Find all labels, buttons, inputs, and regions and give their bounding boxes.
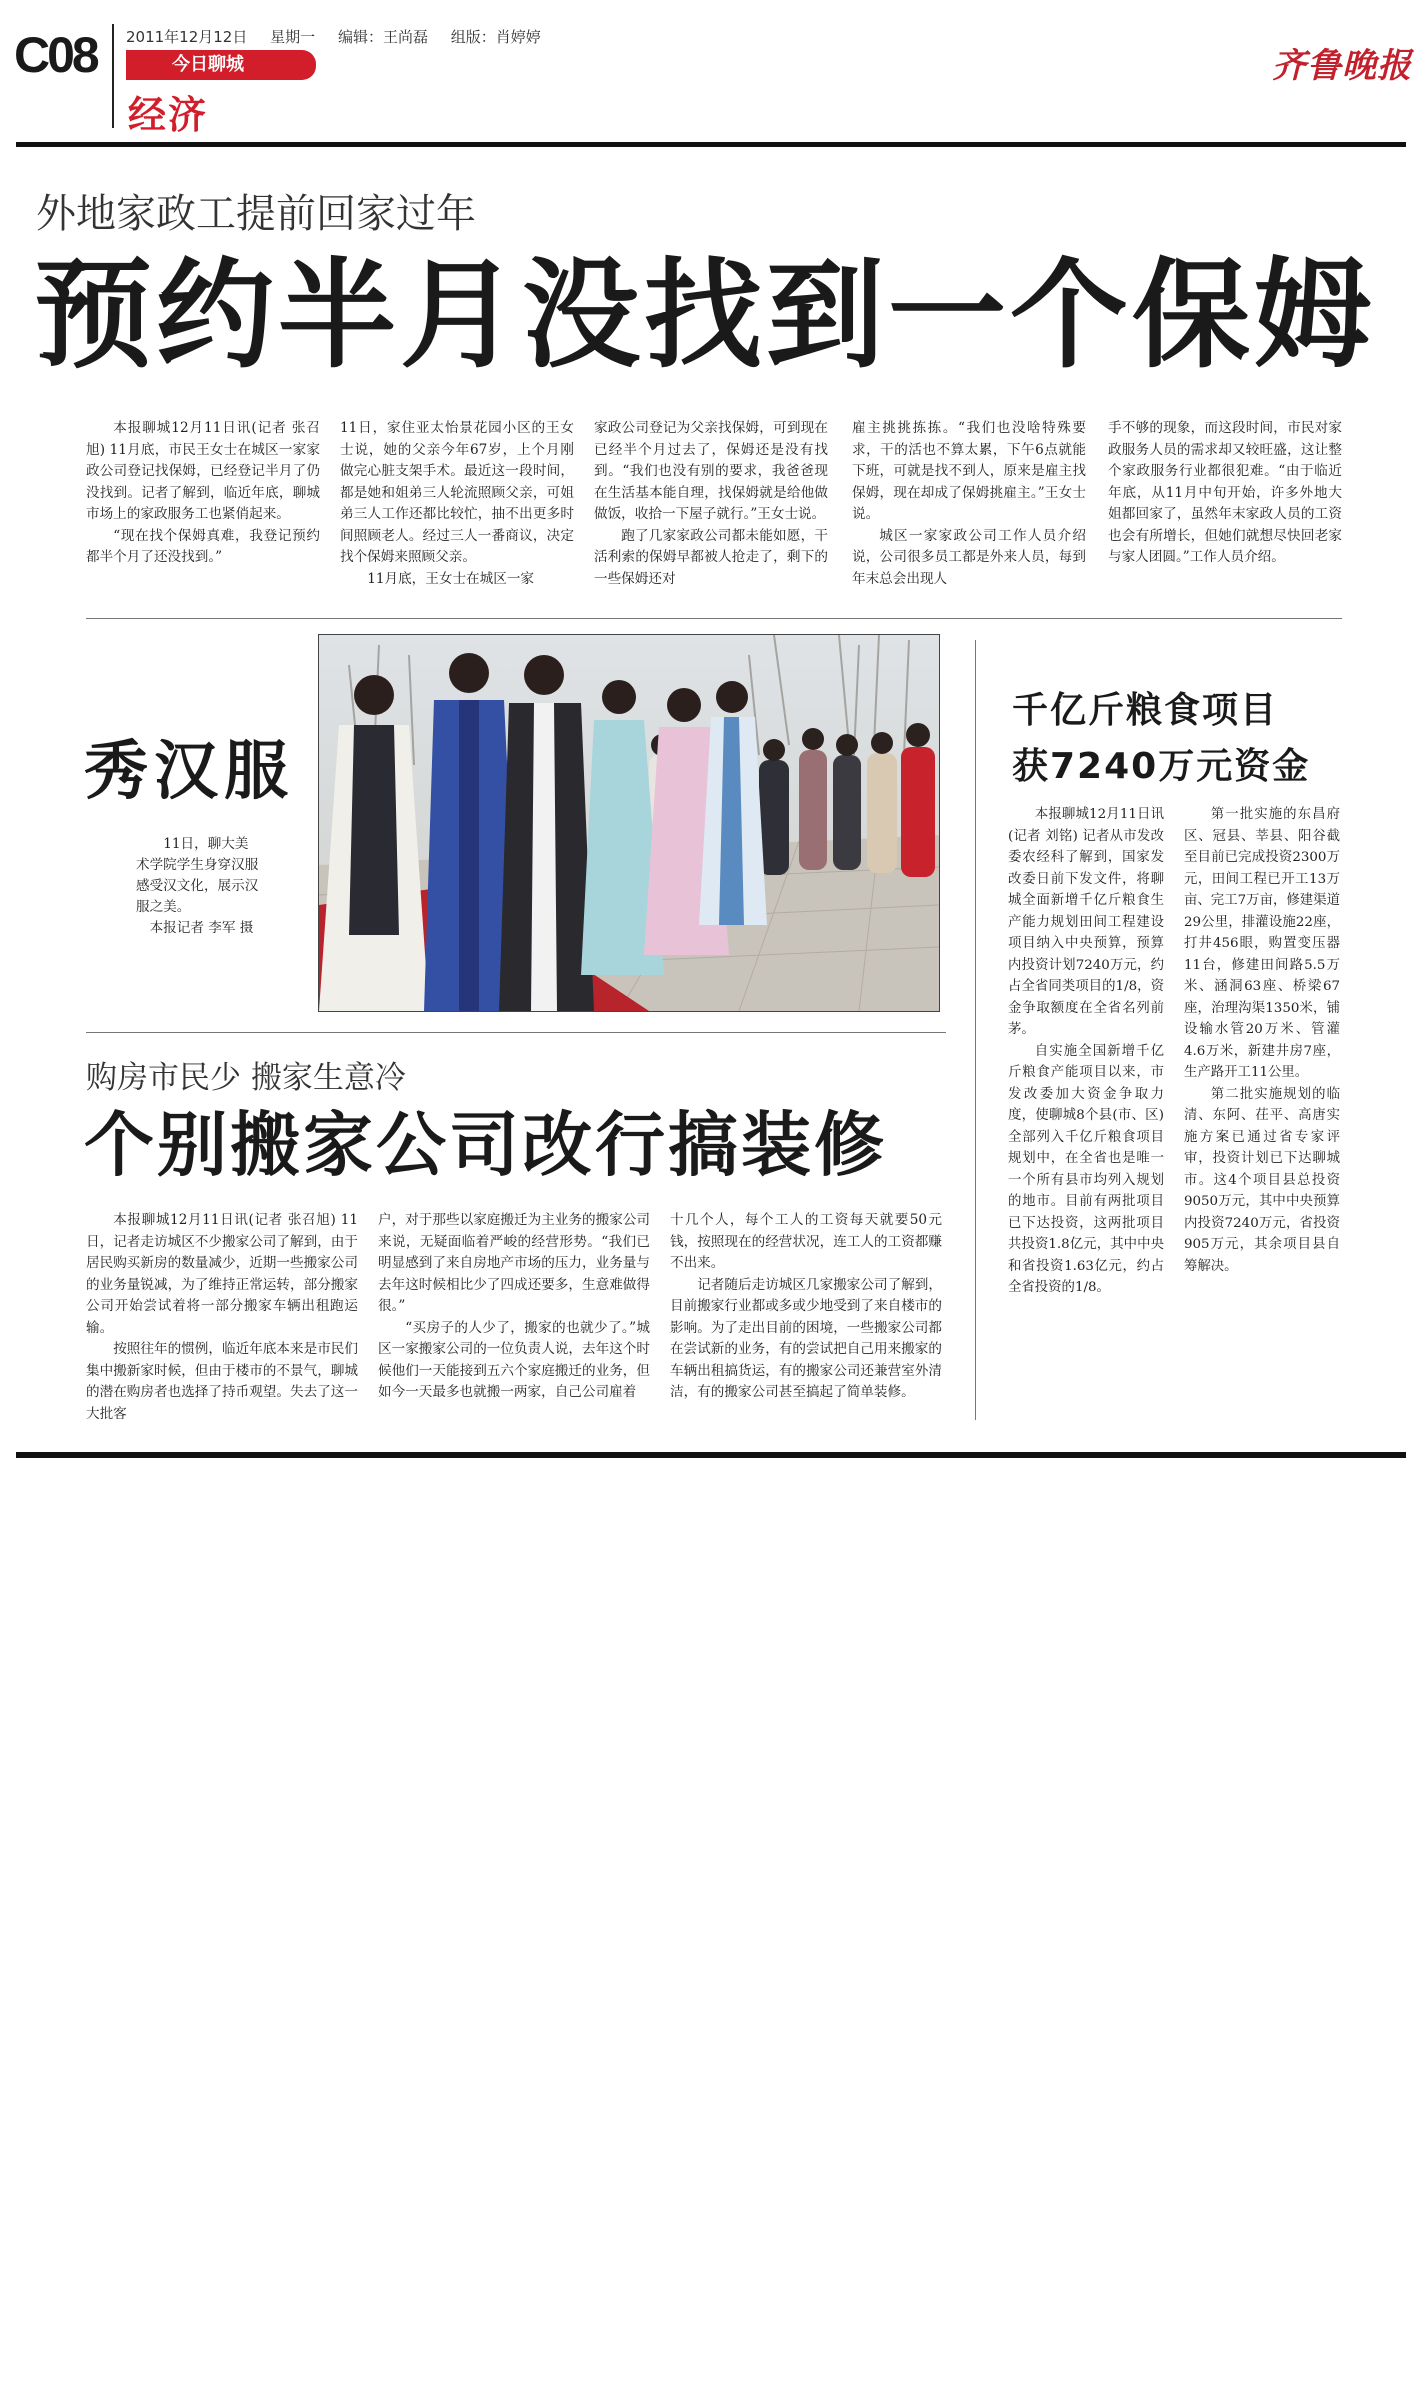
story1-column-1 — [86, 418, 320, 612]
top-rule — [16, 142, 1406, 147]
story2-paragraph: 第一批实施的东昌府区、冠县、莘县、阳谷截至目前已完成投资2300万元，田间工程已开工13万亩、完工7万亩，修建渠道29公里，排灌设施22座，打井456眼，购置变压器11台，修建田间路5.5万米、涵洞63座、桥梁67座，治理沟渠1350米，铺设输水管20万米、管灌4.6万米，新建井房7座，生产路开工11公里。 — [1184, 807, 1340, 1080]
section-tab: 今日聊城 — [126, 50, 316, 80]
story1-paragraph: “现在找个保姆真难，我登记预约都半个月了还没找到。” — [86, 527, 320, 565]
story2-headline-line1: 千亿斤粮食项目 — [1012, 690, 1279, 731]
story3-paragraph: 十几个人，每个工人的工资每天就要50元钱，按照现在的经营状况，连工人的工资都赚不出来。 — [670, 1212, 942, 1271]
issue-date: 2011年12月12日 — [126, 28, 248, 46]
feature-caption: 11日，聊大美术学院学生身穿汉服感受汉文化，展示汉服之美。 — [136, 836, 259, 915]
right-column-rule — [975, 640, 976, 1420]
masthead-divider — [112, 24, 114, 128]
hanfu-photo-illustration — [319, 635, 939, 1011]
story3-paragraph: 记者随后走访城区几家搬家公司了解到，目前搬家行业都或多或少地受到了来自楼市的影响。为了走出目前的困境，一些搬家公司都在尝试新的业务，有的尝试把自己用来搬家的车辆出租搞货运，有的搬家公司还兼营室外清洁，有的搬家公司甚至搞起了简单装修。 — [670, 1276, 942, 1400]
story3-headline: 个别搬家公司改行搞装修 — [84, 1104, 887, 1186]
layout-credit: 组版：肖婷婷 — [450, 28, 541, 46]
story2-column-1 — [1008, 804, 1164, 1404]
story2-paragraph: 自实施全国新增千亿斤粮食产能项目以来，市发改委加大资金争取力度，使聊城8个县(市、区)全部列入千亿斤粮食项目规划中，在全省也是唯一一个所有县市均列入规划的地市。目前有两批项目已下达投资，这两批项目共投资1.8亿元，其中中央和省投资1.63亿元，约占全省投资的1/8。 — [1008, 1043, 1164, 1295]
story1-column-4 — [852, 418, 1086, 612]
story2-paragraph: 本报聊城12月11日讯(记者 刘铭) 记者从市发改委农经科了解到，国家发改委日前下发文件，将聊城全面新增千亿斤粮食生产能力规划田间工程建设项目纳入中央预算，预算内投资计划7240万元，约占全省同类项目的1/8，资金争取额度在全省名列前茅。 — [1008, 807, 1164, 1037]
story2-paragraph: 第二批实施规划的临清、东阿、茌平、高唐实施方案已通过省专家评审，投资计划已下达聊城市。这4个项目县总投资9050万元，其中中央预算内投资7240万元，省投资905万元，其余项目县自筹解决。 — [1184, 1086, 1340, 1274]
story3-column-1 — [86, 1210, 358, 1440]
feature-title: 秀汉服 — [84, 735, 294, 809]
story1-paragraph: 本报聊城12月11日讯(记者 张召旭) 11月底，市民王女士在城区一家家政公司登记找保姆，已经登记半月了仍没找到。记者了解到，临近年底，聊城市场上的家政服务工也紧俏起来。 — [86, 420, 320, 522]
story1-paragraph: 城区一家家政公司工作人员介绍说，公司很多员工都是外来人员，每到年末总会出现人 — [852, 527, 1086, 587]
story3-paragraph: 按照往年的惯例，临近年底本来是市民们集中搬新家时候，但由于楼市的不景气，聊城的潜在购房者也选择了持币观望。失去了这一大批客 — [86, 1341, 358, 1422]
story1-column-2 — [340, 418, 574, 612]
story1-paragraph: 11月底，王女士在城区一家 — [367, 570, 535, 587]
story3-kicker: 购房市民少 搬家生意冷 — [86, 1060, 406, 1096]
story2-headline-line2: 获7240万元资金 — [1012, 746, 1311, 787]
editor-credit: 编辑：王尚磊 — [337, 28, 428, 46]
story1-paragraph: 手不够的现象，而这段时间，市民对家政服务人员的需求却又较旺盛，这让整个家政服务行业都很犯难。“由于临近年底，从11月中旬开始，许多外地大姐都回家了，虽然年末家政人员的工资也会有所增长，但她们就想尽快回老家与家人团圆。”工作人员介绍。 — [1108, 420, 1342, 565]
story1-headline: 预约半月没找到一个保姆 — [34, 246, 1377, 384]
issue-meta — [126, 26, 559, 47]
story1-column-3 — [594, 418, 828, 612]
story1-paragraph: 跑了几家家政公司都未能如愿，干活利索的保姆早都被人抢走了，剩下的一些保姆还对 — [594, 527, 828, 587]
story3-paragraph: 本报聊城12月11日讯(记者 张召旭) 11日，记者走访城区不少搬家公司了解到，由于居民购买新房的数量减少，近期一些搬家公司的业务量锐减，为了维持正常运转，部分搬家公司开始尝试着将一部分搬家车辆出租跑运输。 — [86, 1212, 358, 1336]
story3-paragraph: “买房子的人少了，搬家的也就少了。”城区一家搬家公司的一位负责人说，去年这个时候他们一天能接到五六个家庭搬迁的业务，但如今一天最多也就搬一两家，自己公司雇着 — [378, 1319, 650, 1400]
feature-caption-block — [136, 834, 262, 1004]
story3-column-2 — [378, 1210, 650, 1440]
story1-paragraph: 雇主挑挑拣拣。“我们也没啥特殊要求，干的活也不算太累，下午6点就能下班，可就是找不到人，原来是雇主找保姆，现在却成了保姆挑雇主。”王女士说。 — [852, 420, 1086, 522]
story3-top-rule — [86, 1032, 946, 1033]
story1-kicker: 外地家政工提前回家过年 — [36, 191, 476, 237]
story3-paragraph: 户，对于那些以家庭搬迁为主业务的搬家公司来说，无疑面临着严峻的经营形势。“我们已明显感到了来自房地产市场的压力，业务量与去年这时候相比少了四成还要多，生意难做得很。” — [378, 1212, 650, 1314]
story3-column-3 — [670, 1210, 942, 1440]
section-name: 经济 — [128, 93, 209, 137]
story2-column-2 — [1184, 804, 1340, 1404]
feature-credit: 本报记者 李军 摄 — [149, 920, 254, 936]
issue-weekday: 星期一 — [270, 28, 316, 46]
page-number: C08 — [14, 27, 97, 83]
story1-column-5 — [1108, 418, 1342, 612]
paper-logo: 齐鲁晚报 — [1272, 46, 1412, 86]
hanfu-photo — [318, 634, 940, 1012]
story1-bottom-rule — [86, 618, 1342, 619]
story1-paragraph: 11日，家住亚太怡景花园小区的王女士说，她的父亲今年67岁，上个月刚做完心脏支架手术。最近这一段时间，都是她和姐弟三人轮流照顾父亲，可姐弟三人工作还都比较忙，抽不出更多时间照顾老人。经过三人一番商议，决定找个保姆来照顾父亲。 — [340, 420, 574, 565]
story1-paragraph: 家政公司登记为父亲找保姆，可到现在已经半个月过去了，保姆还是没有找到。“我们也没有别的要求，我爸爸现在生活基本能自理，找保姆就是给他做做饭，收拾一下屋子就行。”王女士说。 — [594, 420, 828, 522]
bottom-rule — [16, 1452, 1406, 1458]
